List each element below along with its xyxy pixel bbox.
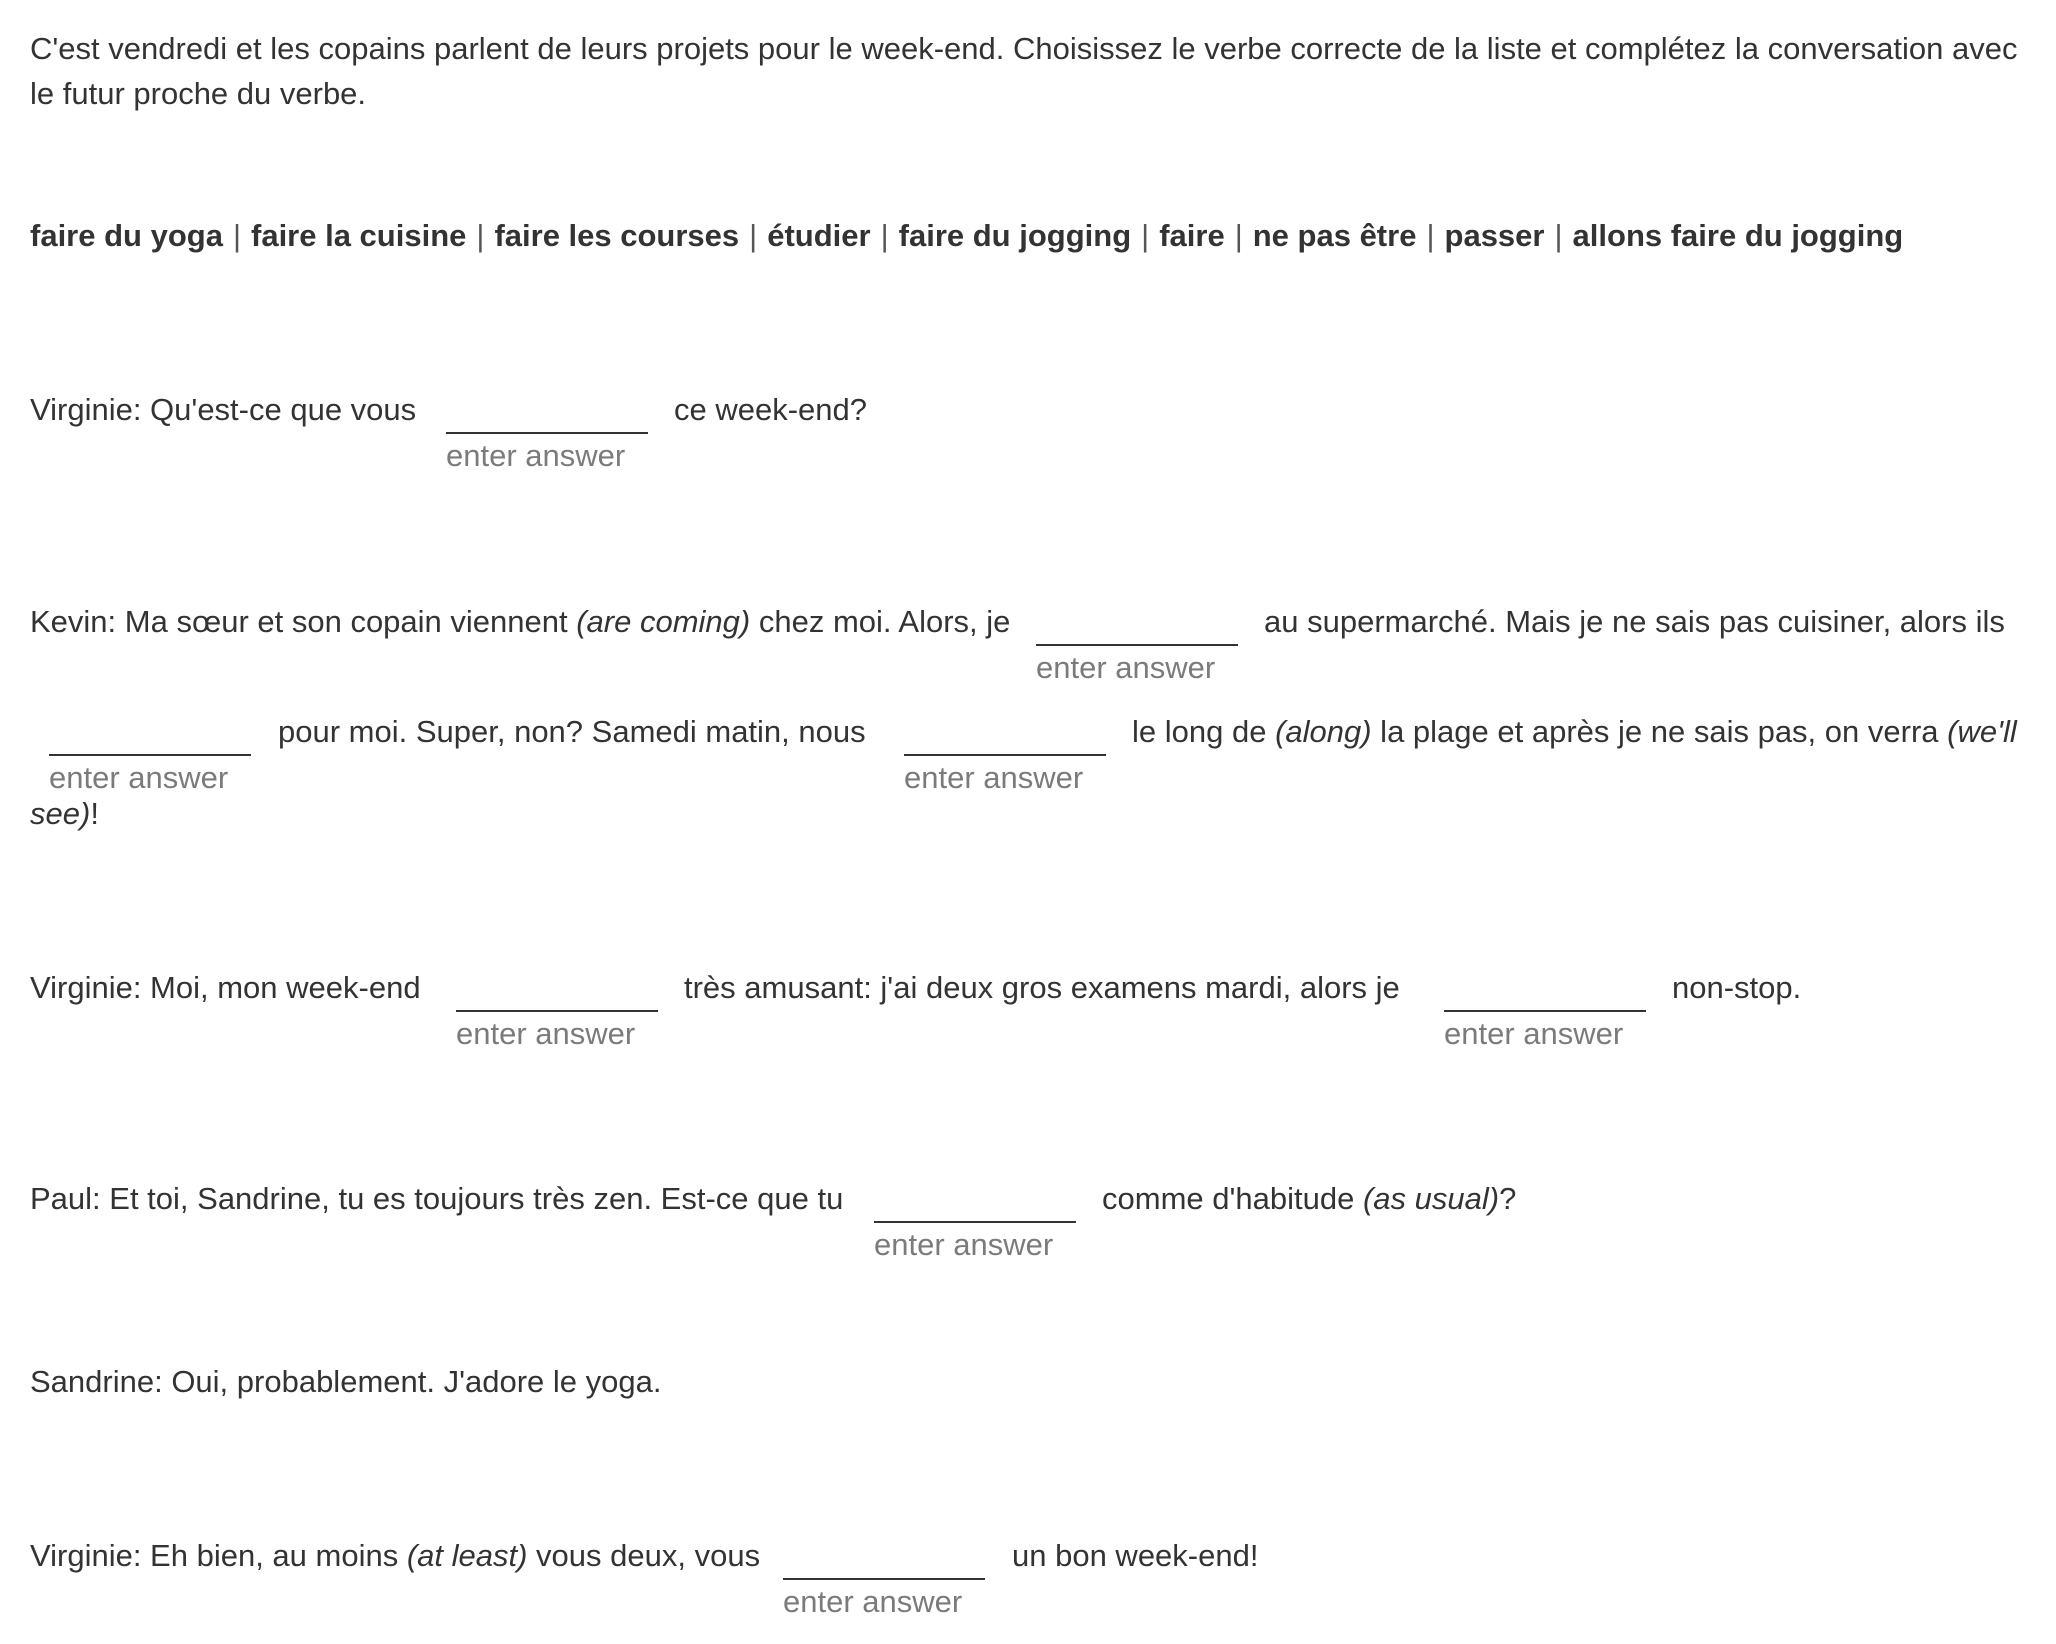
answer-field-4[interactable] bbox=[904, 710, 1106, 796]
dialogue-text: Paul: Et toi, Sandrine, tu es toujours très zen. Est-ce que tu bbox=[30, 1181, 844, 1216]
dialogue-text: au supermarché. Mais je ne sais pas cuisiner, alors ils bbox=[1264, 604, 2005, 639]
answer-input-line[interactable] bbox=[1036, 600, 1238, 646]
dialogue-segment: chez moi. Alors, je bbox=[750, 604, 1011, 639]
word-bank-item: faire du jogging bbox=[898, 218, 1132, 253]
word-bank-item: faire bbox=[1159, 218, 1225, 253]
dialogue-text bbox=[30, 792, 99, 836]
dialogue-translation: (along) bbox=[1275, 714, 1372, 749]
dialogue-segment: la plage et après je ne sais pas, on verra bbox=[1371, 714, 1948, 749]
answer-hint: enter answer bbox=[874, 1227, 1054, 1262]
word-bank-item: allons faire du jogging bbox=[1572, 218, 1904, 253]
dialogue-segment: ? bbox=[1499, 1181, 1517, 1216]
answer-hint: enter answer bbox=[1036, 650, 1216, 685]
dialogue-text: très amusant: j'ai deux gros examens mardi, alors je bbox=[684, 970, 1400, 1005]
word-bank-separator: | bbox=[880, 218, 889, 253]
answer-field-6[interactable] bbox=[1444, 966, 1646, 1052]
answer-hint: enter answer bbox=[456, 1016, 636, 1051]
word-bank-item: passer bbox=[1444, 218, 1545, 253]
word-bank-item: étudier bbox=[767, 218, 871, 253]
answer-field-2[interactable] bbox=[1036, 600, 1238, 686]
dialogue-text: ce week-end? bbox=[674, 392, 868, 427]
dialogue-translation: (as usual) bbox=[1362, 1181, 1500, 1216]
dialogue-translation: (are coming) bbox=[576, 604, 751, 639]
word-bank-separator: | bbox=[232, 218, 241, 253]
dialogue-segment: comme d'habitude bbox=[1102, 1181, 1363, 1216]
word-bank bbox=[30, 214, 1903, 258]
dialogue-segment: Virginie: Eh bien, au moins bbox=[30, 1538, 407, 1573]
answer-input-line[interactable] bbox=[874, 1177, 1076, 1223]
answer-field-1[interactable] bbox=[446, 388, 648, 474]
dialogue-text: Sandrine: Oui, probablement. J'adore le yoga. bbox=[30, 1364, 662, 1399]
word-bank-item: faire la cuisine bbox=[251, 218, 467, 253]
dialogue-segment: ! bbox=[90, 796, 99, 831]
answer-input-line[interactable] bbox=[1444, 966, 1646, 1012]
dialogue-segment: le long de bbox=[1132, 714, 1276, 749]
dialogue-text bbox=[30, 1534, 760, 1578]
answer-input-line[interactable] bbox=[904, 710, 1106, 756]
dialogue-text: un bon week-end! bbox=[1012, 1538, 1259, 1573]
word-bank-separator: | bbox=[749, 218, 758, 253]
answer-hint: enter answer bbox=[446, 438, 626, 473]
dialogue-segment: Kevin: Ma sœur et son copain viennent bbox=[30, 604, 577, 639]
word-bank-separator: | bbox=[1141, 218, 1150, 253]
dialogue-text bbox=[1102, 1177, 1516, 1221]
word-bank-separator: | bbox=[1554, 218, 1563, 253]
answer-field-7[interactable] bbox=[874, 1177, 1076, 1263]
dialogue-segment: vous deux, vous bbox=[527, 1538, 761, 1573]
dialogue-translation: (at least) bbox=[406, 1538, 528, 1573]
dialogue-translation: (we'll bbox=[1947, 714, 2017, 749]
answer-hint: enter answer bbox=[783, 1584, 963, 1619]
dialogue-translation: see) bbox=[30, 796, 91, 831]
answer-hint: enter answer bbox=[49, 760, 229, 795]
word-bank-item: faire du yoga bbox=[30, 218, 223, 253]
dialogue-text: Virginie: Qu'est-ce que vous bbox=[30, 392, 417, 427]
answer-input-line[interactable] bbox=[446, 388, 648, 434]
answer-field-3[interactable] bbox=[49, 710, 251, 796]
answer-input-line[interactable] bbox=[456, 966, 658, 1012]
word-bank-separator: | bbox=[1234, 218, 1243, 253]
dialogue-text: Virginie: Moi, mon week-end bbox=[30, 970, 421, 1005]
dialogue-text: non-stop. bbox=[1672, 970, 1802, 1005]
answer-input-line[interactable] bbox=[49, 710, 251, 756]
dialogue-text bbox=[1132, 710, 2017, 754]
answer-hint: enter answer bbox=[1444, 1016, 1624, 1051]
word-bank-separator: | bbox=[476, 218, 485, 253]
answer-input-line[interactable] bbox=[783, 1534, 985, 1580]
word-bank-item: ne pas être bbox=[1252, 218, 1417, 253]
answer-hint: enter answer bbox=[904, 760, 1084, 795]
word-bank-item: faire les courses bbox=[494, 218, 740, 253]
dialogue-text: pour moi. Super, non? Samedi matin, nous bbox=[278, 714, 866, 749]
answer-field-5[interactable] bbox=[456, 966, 658, 1052]
word-bank-separator: | bbox=[1426, 218, 1435, 253]
dialogue-text bbox=[30, 600, 1010, 644]
answer-field-8[interactable] bbox=[783, 1534, 985, 1620]
instructions-text: C'est vendredi et les copains parlent de leurs projets pour le week-end. Choisissez le verbe correcte de la liste et complétez la conversation avec le futur proche du verbe. bbox=[30, 31, 2018, 111]
